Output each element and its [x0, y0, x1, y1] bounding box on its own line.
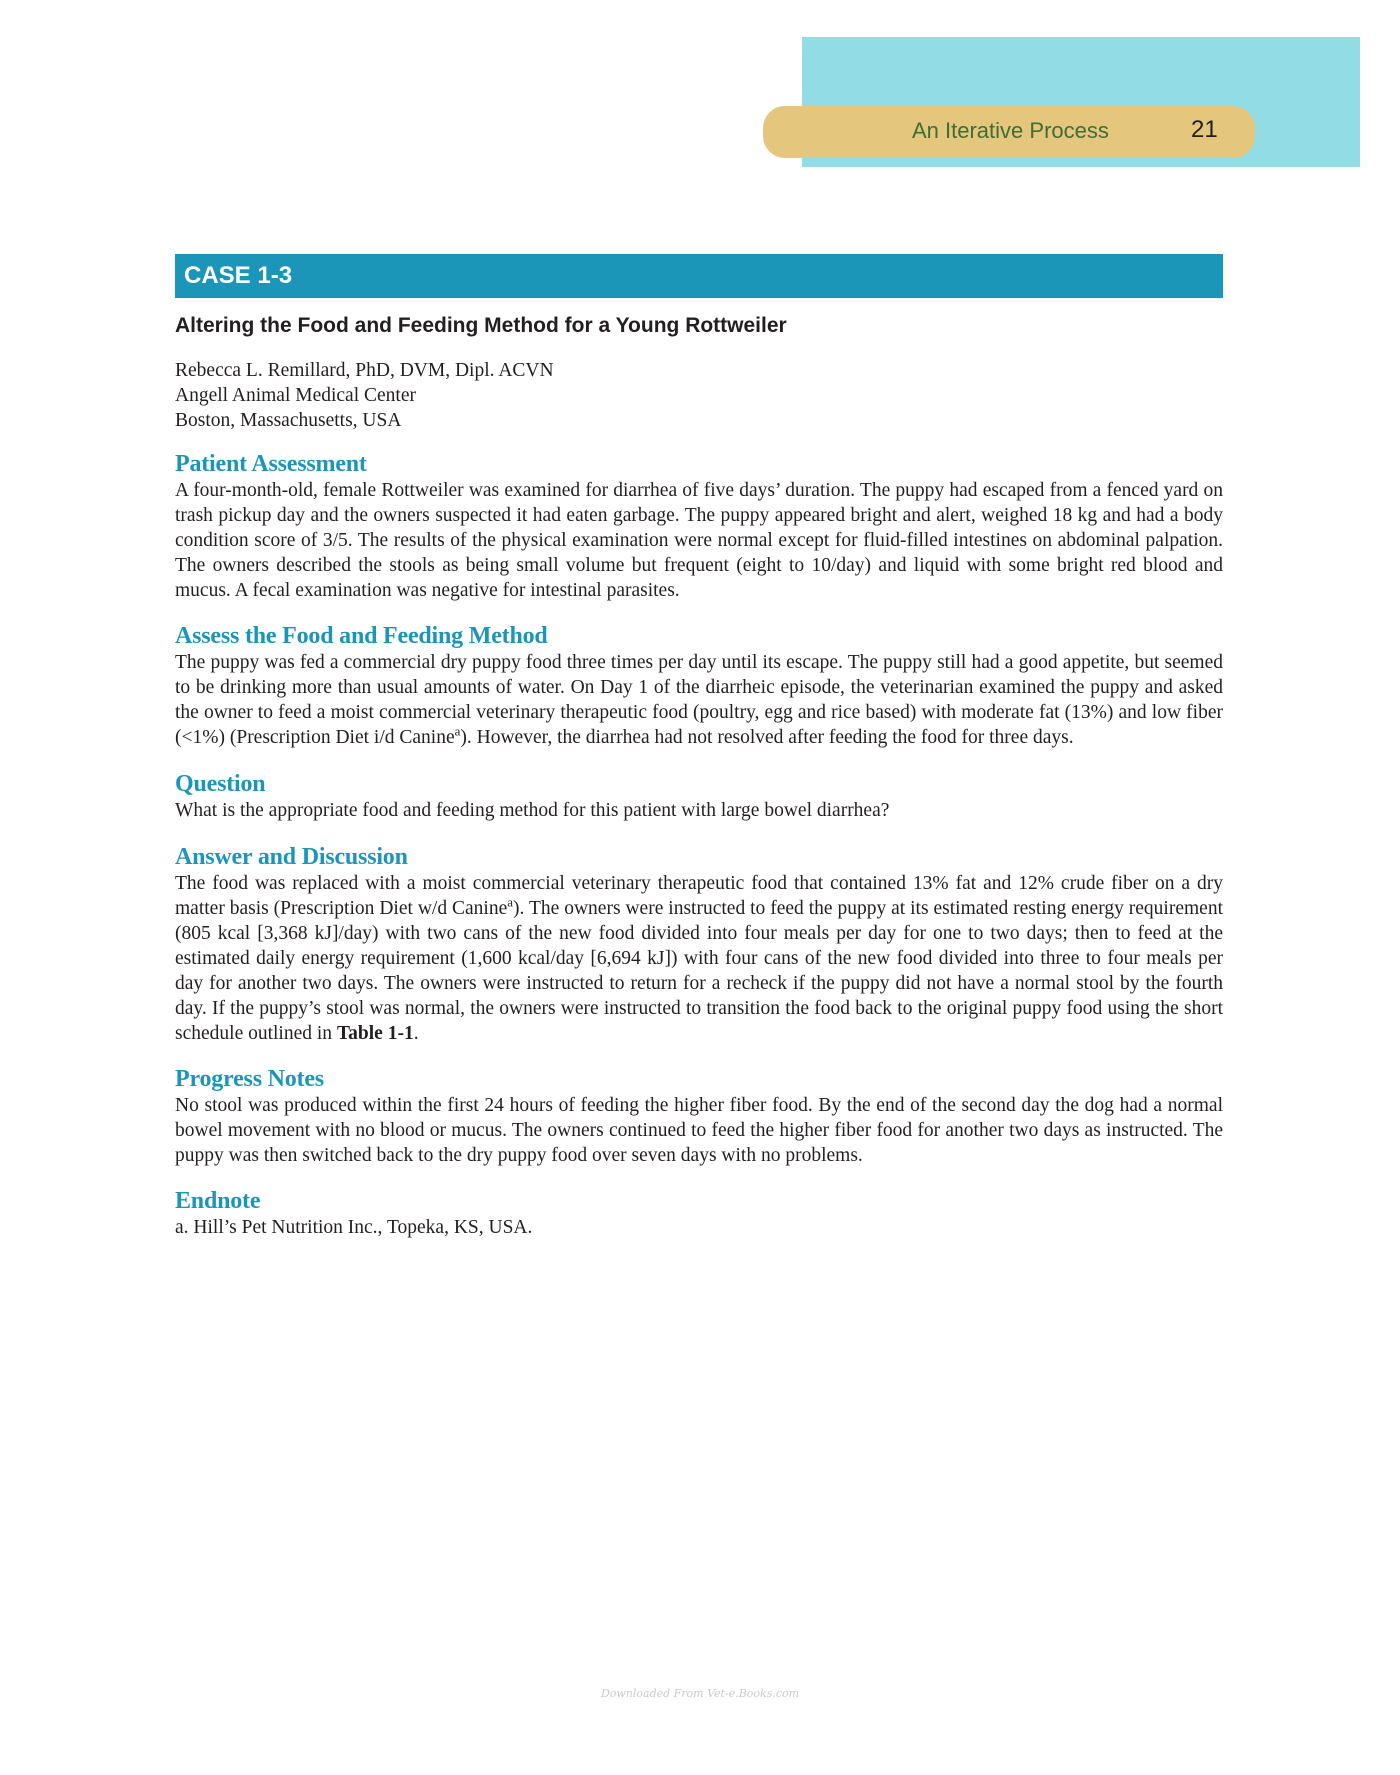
section-answer-discussion [175, 843, 1223, 1046]
table-reference[interactable]: Table 1-1 [336, 1023, 414, 1044]
section-heading: Answer and Discussion [175, 844, 408, 870]
section-endnote [175, 1187, 1223, 1240]
section-body: The food was replaced with a moist commercial veterinary therapeutic food that contained 13% fat and 12% crude fiber on a dry matter basis (Prescription Diet w/d Canine$^a$). The owners were instructed to feed the puppy at its estimated resting energy requirement (805 kcal [3,368 kJ]/day) with two cans of the new food divided into four meals per day for one to two days; then to feed at the estimated daily energy requirement (1,600 kcal/day [6,694 kJ]) with four cans of the new food divided into three to four meals per day for another two days. The owners were instructed to return for a recheck if the puppy did not have a normal stool by the fourth day. If the puppy’s stool was normal, the owners were instructed to transition the food back to the original puppy food using the short schedule outlined in Table 1-1. [175, 873, 1223, 1044]
section-heading: Endnote [175, 1188, 261, 1214]
case-label-bar [175, 254, 1223, 298]
case-title: Altering the Food and Feeding Method for a Young Rottweiler [175, 314, 787, 337]
section-body: No stool was produced within the first 24 hours of feeding the higher fiber food. By the end of the second day the dog had a normal bowel movement with no blood or mucus. The owners continued to feed the higher fiber food for another two days as instructed. The puppy was then switched back to the dry puppy food over seven days with no problems. [175, 1095, 1223, 1166]
section-heading: Patient Assessment [175, 451, 367, 477]
section-progress-notes [175, 1065, 1223, 1168]
case-label: CASE 1-3 [184, 262, 293, 289]
section-assess-food [175, 622, 1223, 750]
section-heading: Question [175, 771, 266, 797]
running-title: An Iterative Process [912, 118, 1109, 143]
section-body: a. Hill’s Pet Nutrition Inc., Topeka, KS, USA. [175, 1217, 533, 1238]
author-name: Rebecca L. Remillard, PhD, DVM, Dipl. ACVN [175, 360, 554, 381]
endnote-ref: a [454, 723, 461, 739]
section-heading: Assess the Food and Feeding Method [175, 623, 548, 649]
download-watermark: Downloaded From Vet-e.Books.com [600, 1687, 800, 1700]
section-body: A four-month-old, female Rottweiler was examined for diarrhea of five days’ duration. The puppy had escaped from a fenced yard on trash pickup day and the owners suspected it had eaten garbage. The puppy appeared bright and alert, weighed 18 kg and had a body condition score of 3/5. The results of the physical examination were normal except for fluid-filled intestines on abdominal palpation. The owners described the stools as being small volume but frequent (eight to 10/day) and liquid with some bright red blood and mucus. A fecal examination was negative for intestinal parasites. [175, 480, 1223, 601]
author-block [175, 358, 554, 433]
section-body: The puppy was fed a commercial dry puppy food three times per day until its escape. The puppy still had a good appetite, but seemed to be drinking more than usual amounts of water. On Day 1 of the diarrheic episode, the veterinarian examined the puppy and asked the owner to feed a moist commercial veterinary therapeutic food (poultry, egg and rice based) with moderate fat (13%) and low fiber (<1%) (Prescription Diet i/d Canine$^a$). However, the diarrhea had not resolved after feeding the food for three days. [175, 652, 1223, 748]
section-body: What is the appropriate food and feeding method for this patient with large bowel diarrhea? [175, 800, 890, 821]
section-patient-assessment [175, 450, 1223, 603]
page-number: 21 [1191, 116, 1218, 143]
section-heading: Progress Notes [175, 1066, 324, 1092]
section-question [175, 770, 1223, 823]
endnote-ref: a [507, 894, 514, 910]
author-affiliation: Angell Animal Medical Center [175, 385, 416, 406]
author-location: Boston, Massachusetts, USA [175, 410, 402, 431]
